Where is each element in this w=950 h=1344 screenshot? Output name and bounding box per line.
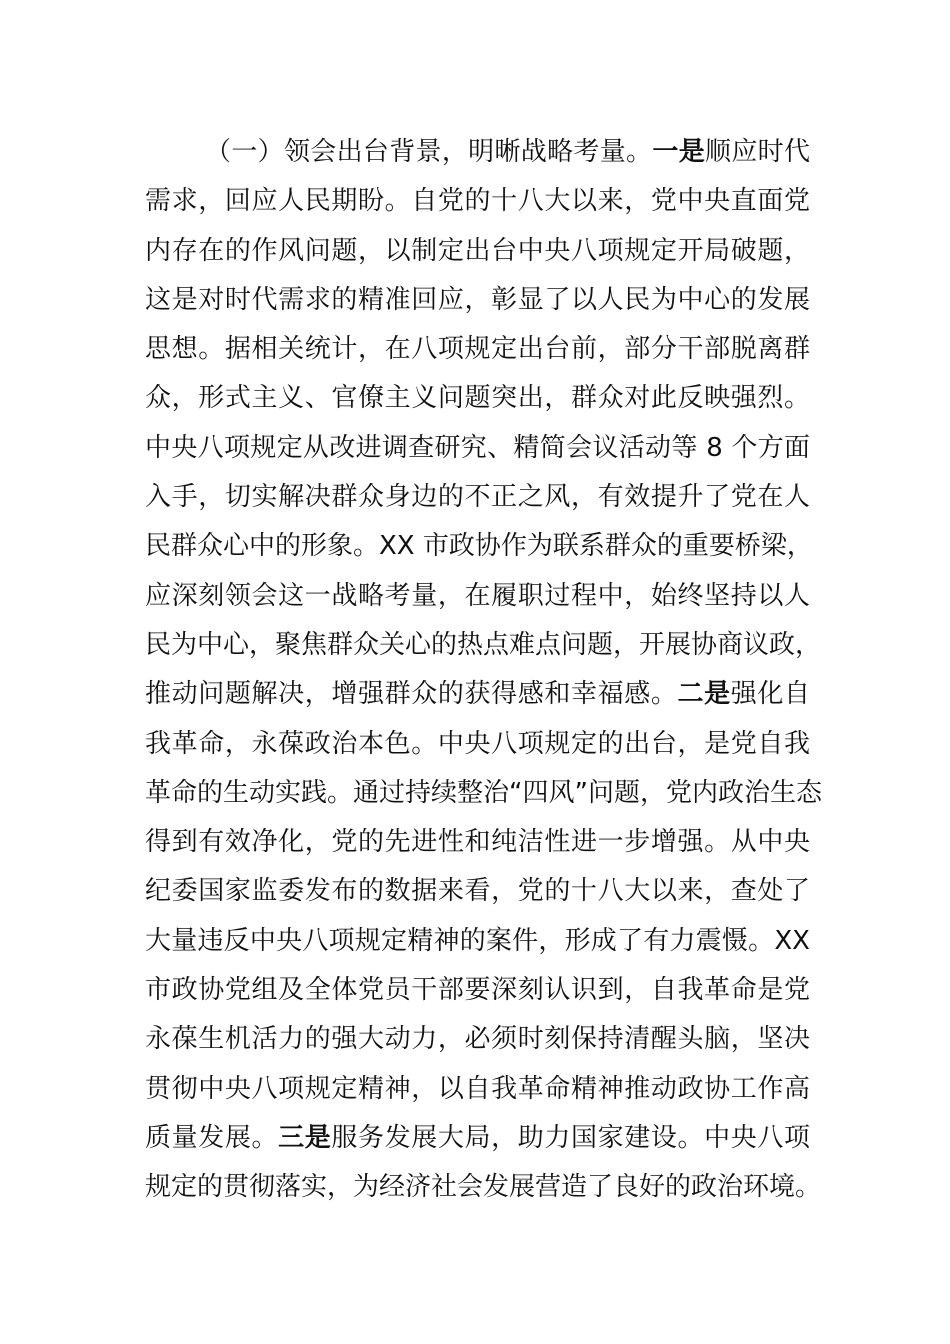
line-text: 中央八项规定从改进调查研究、精简会议活动等 8 个方面: [145, 432, 810, 463]
text-line: [145, 1065, 810, 1114]
text-line: [145, 1114, 810, 1163]
line-text: 内存在的作风问题，以制定出台中央八项规定开局破题，: [145, 235, 810, 266]
line-text: 永葆生机活力的强大动力，必须时刻保持清醒头脑，坚决: [145, 1024, 810, 1055]
line-text: 纪委国家监委发布的数据来看，党的十八大以来，查处了: [145, 876, 810, 907]
text-line: [145, 867, 810, 916]
line-text: 思想。据相关统计，在八项规定出台前，部分干部脱离群: [145, 334, 810, 365]
line-text: 得到有效净化，党的先进性和纯洁性进一步增强。从中央: [145, 827, 810, 858]
text-line: [145, 572, 810, 621]
line-text: 需求，回应人民期盼。自党的十八大以来，党中央直面党: [145, 186, 810, 217]
line-text: 贯彻中央八项规定精神，以自我革命精神推动政协工作高: [145, 1073, 810, 1104]
line-text: 民为中心，聚焦群众关心的热点难点问题，开展协商议政，: [145, 629, 822, 660]
text-line: [145, 966, 810, 1015]
text-line: [145, 1163, 822, 1212]
text-line: [145, 325, 810, 374]
emphasis-text: 一是: [652, 137, 706, 167]
text-line: [145, 917, 810, 966]
text-line: [145, 374, 810, 423]
text-line: [145, 128, 810, 177]
line-text: 这是对时代需求的精准回应，彰显了以人民为中心的发展: [145, 284, 810, 315]
line-text: 我革命，永葆政治本色。中央八项规定的出台，是党自我: [145, 728, 810, 759]
text-line: [145, 769, 822, 818]
text-line: [145, 621, 822, 670]
emphasis-text: 三是: [278, 1122, 332, 1153]
line-text: 强化自: [730, 679, 810, 710]
text-line: [145, 720, 810, 769]
text-line: [145, 818, 810, 867]
line-text: 民群众心中的形象。XX 市政协作为联系群众的重要桥梁，: [145, 531, 813, 562]
line-text: 大量违反中央八项规定精神的案件，形成了有力震慑。XX: [145, 925, 810, 956]
text-line: [145, 177, 810, 226]
line-text: 众，形式主义、官僚主义问题突出，群众对此反映强烈。: [145, 383, 810, 414]
line-text: 市政协党组及全体党员干部要深刻认识到，自我革命是党: [145, 975, 810, 1006]
line-text: （一）领会出台背景，明晰战略考量。: [205, 137, 653, 167]
line-text: 规定的贯彻落实，为经济社会发展营造了良好的政治环境。: [145, 1172, 822, 1203]
text-line: [145, 670, 810, 719]
line-text: 服务发展大局，助力国家建设。中央八项: [331, 1122, 810, 1153]
line-text: 质量发展。: [145, 1122, 279, 1153]
text-line: [145, 1015, 810, 1064]
text-line: [145, 424, 810, 473]
text-line: [145, 522, 813, 571]
line-text: 推动问题解决，增强群众的获得感和幸福感。: [145, 679, 678, 710]
body-paragraph: [145, 128, 822, 1213]
line-text: 应深刻领会这一战略考量，在履职过程中，始终坚持以人: [145, 580, 810, 611]
line-text: 入手，切实解决群众身边的不正之风，有效提升了党在人: [145, 482, 810, 513]
line-text: 顺应时代: [705, 137, 810, 167]
text-line: [145, 473, 810, 522]
text-line: [145, 227, 810, 276]
line-text: 革命的生动实践。通过持续整治“四风”问题，党内政治生态: [145, 777, 822, 808]
text-line: [145, 276, 810, 325]
emphasis-text: 二是: [677, 679, 731, 710]
